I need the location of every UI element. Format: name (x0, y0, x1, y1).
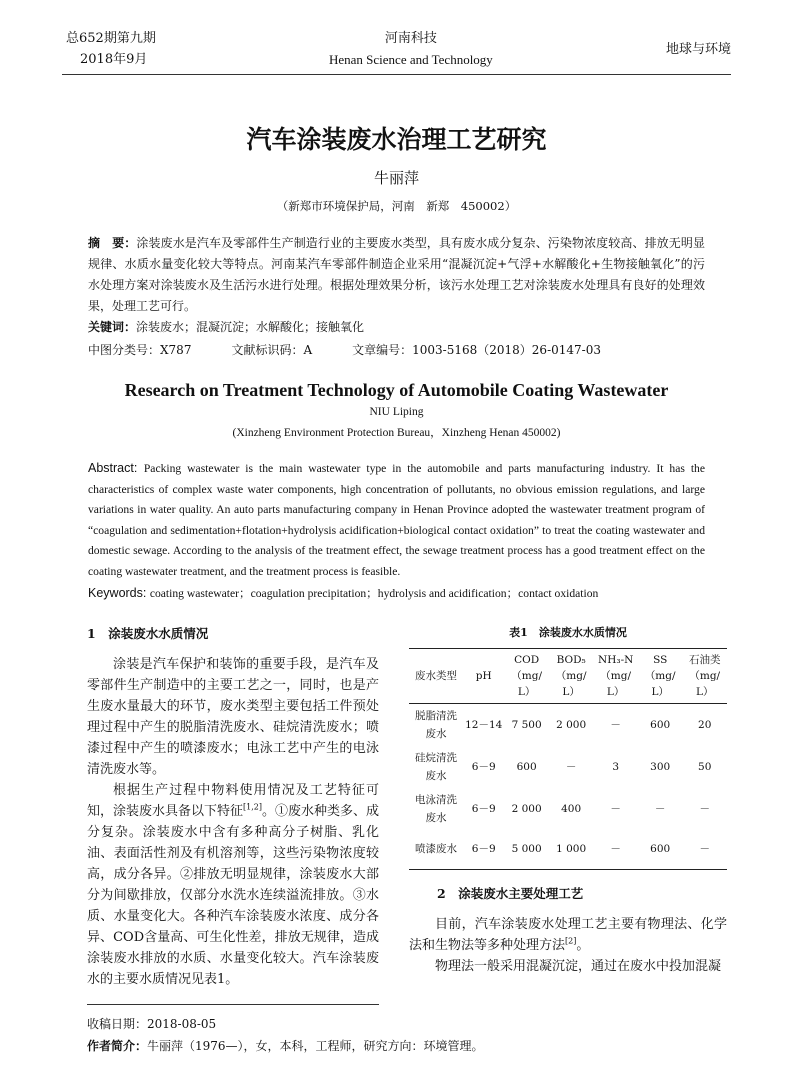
column-name: 地球与环境 (665, 41, 731, 57)
two-column-body (62, 624, 731, 1035)
right-column (409, 624, 727, 1035)
issue-date: 2018年9月 (80, 52, 148, 67)
abstract-cn: 摘 要：涂装废水是汽车及零部件生产制造行业的主要废水类型，具有废水成分复杂、污染物浓度较高、排放无明显规律、水质水量变化较大等特点。河南某汽车零部件制造企业采用“混凝沉淀+气浮+水解酸化+生物接触氧化”的污水处理方案对涂装废水及生活污水进行处理。根据处理效果分析，该污水处理工艺对涂装废水处理具有良好的处理效果，处理工艺可行。 关键词：涂装废水；混凝沉淀；水解酸化；接触氧化 (88, 236, 705, 334)
table-cell: － (565, 761, 577, 774)
page-title: 汽车涂装废水治理工艺研究 (246, 125, 547, 154)
table-cell: 喷漆废水 (415, 843, 458, 856)
english-affiliation: (Xinzheng Environment Protection Bureau，Xinzheng Henan 450002) (232, 427, 561, 439)
section-2-heading: 2 涂装废水主要处理工艺 (437, 885, 584, 901)
clc-number: 中图分类号：X787 (88, 343, 192, 357)
table-cell: 硅烷清洗废水 (415, 752, 458, 783)
table-caption: 表1 涂装废水水质情况 (509, 626, 627, 640)
section-1-heading: 1 涂装废水水质情况 (87, 626, 209, 642)
table-header-row (409, 649, 727, 704)
english-author: NIU Liping (369, 406, 424, 418)
table-cell: － (699, 803, 710, 816)
left-column (87, 624, 379, 1035)
table-header: 石油类 （mg/L） (688, 654, 721, 699)
table-cell: 3 (612, 761, 619, 774)
affiliation: （新郑市环境保护局，河南 新郑 450002） (276, 199, 517, 213)
table-cell: 400 (561, 803, 582, 816)
table-cell: － (654, 803, 666, 816)
table-cell: 1 000 (556, 843, 587, 856)
english-title: Research on Treatment Technology of Automobile Coating Wastewater (124, 380, 669, 400)
page-header (62, 28, 731, 75)
section-2-body: 目前，汽车涂装废水处理工艺主要有物理法、化学法和生物法等多种处理方法[2]。 物理法一般采用混凝沉淀，通过在废水中投加混凝 (409, 916, 727, 974)
table-cell: 脱脂清洗废水 (415, 710, 458, 741)
document-code: 文献标识码：A (231, 343, 313, 357)
table-1 (409, 624, 727, 870)
classification-line (88, 340, 705, 360)
journal-info (329, 28, 493, 70)
table-cell: 6－9 (471, 803, 496, 816)
table-cell: 600 (650, 843, 671, 856)
author-bio: 作者简介：牛丽萍（1976—），女，本科，工程师，研究方向：环境管理。 (87, 1039, 484, 1054)
table-cell: － (699, 843, 710, 856)
author: 牛丽萍 (373, 169, 419, 187)
table-cell: － (610, 843, 621, 856)
table-row (409, 830, 727, 869)
table-cell: 2 000 (556, 719, 587, 732)
table-cell: 2 000 (511, 803, 542, 816)
table-header: 废水类型 (415, 670, 458, 683)
received-date: 收稿日期：2018-08-05 (87, 1017, 217, 1032)
table-header: COD （mg/L） (511, 654, 542, 699)
issue-number: 总652期第九期 (66, 31, 156, 46)
table-cell: － (610, 719, 621, 732)
journal-name-en: Henan Science and Technology (328, 52, 493, 67)
table-cell: 6－9 (471, 843, 496, 856)
table-row (409, 788, 727, 830)
table-cell: 300 (650, 761, 671, 774)
table-cell: 600 (650, 719, 671, 732)
footnote (87, 1004, 379, 1035)
section-1-body: 涂装是汽车保护和装饰的重要手段，是汽车及零部件生产制造中的主要工艺之一，同时，也是产生废水量最大的环节，废水类型主要包括工件预处理过程中产生的脱脂清洗废水、硅烷清洗废水；喷漆过程中产生的喷漆废水；电泳工艺中产生的电泳清洗废水等。 根据生产过程中物料使用情况及工艺特征可知，涂装废水具备以下特征[1,2]。①废水种类多、成分复杂。涂装废水中含有多种高分子树脂、乳化油、表面活性剂及有机溶剂等，这些污染物浓度较高，成分各异。②排放无明显规律，涂装废水大部分为间歇排放，仅部分水洗水连续溢流排放。③水质、水量变化大。各种汽车涂装废水浓度、成分各异、COD含量高、可生化性差，排放无规律，造成涂装废水排放的水质、水量变化较大。汽车涂装废水的主要水质情况见表1。 (87, 657, 379, 988)
table-header: BOD₅ （mg/L） (555, 654, 587, 699)
issue-info (62, 28, 156, 70)
table-header: SS （mg/L） (644, 654, 676, 699)
table-cell: 电泳清洗废水 (415, 794, 458, 825)
table-cell: 6－9 (471, 761, 496, 774)
abstract-en: Abstract: Packing wastewater is the main wastewater type in the automobile and parts manufacturing industry. It has the characteristics of complex waste water components, high concentration of pollutants, no obvious emission regulations, and large variations in water quality. An auto parts manufacturing company in Henan Province adopted the wastewater treatment program of “coagulation and sedimentation+flotation+hydrolysis acidification+biological contact oxidation” to treat the coating wastewater and domestic sewage. According to the analysis of the treatment effect, the sewage treatment process has a good treatment effect on the coating wastewater treatment, and the treatment process is feasible. Keywords: coating wastewater；coagulation precipitation；hydrolysis and acidification；contact oxidation (88, 461, 705, 600)
table-row (409, 704, 727, 747)
table-cell: 50 (698, 761, 712, 774)
table-row (409, 746, 727, 788)
table-cell: 600 (516, 761, 537, 774)
table-cell: 20 (698, 719, 712, 732)
table-cell: 12－14 (465, 719, 503, 732)
article-number: 文章编号：1003-5168（2018）26-0147-03 (352, 343, 601, 357)
table-cell: 5 000 (511, 843, 542, 856)
table-header: NH₃-N （mg/L） (598, 654, 634, 699)
table-cell: － (610, 803, 621, 816)
table-header: pH (475, 670, 492, 683)
table-cell: 7 500 (511, 719, 542, 732)
journal-name-cn: 河南科技 (384, 31, 437, 46)
